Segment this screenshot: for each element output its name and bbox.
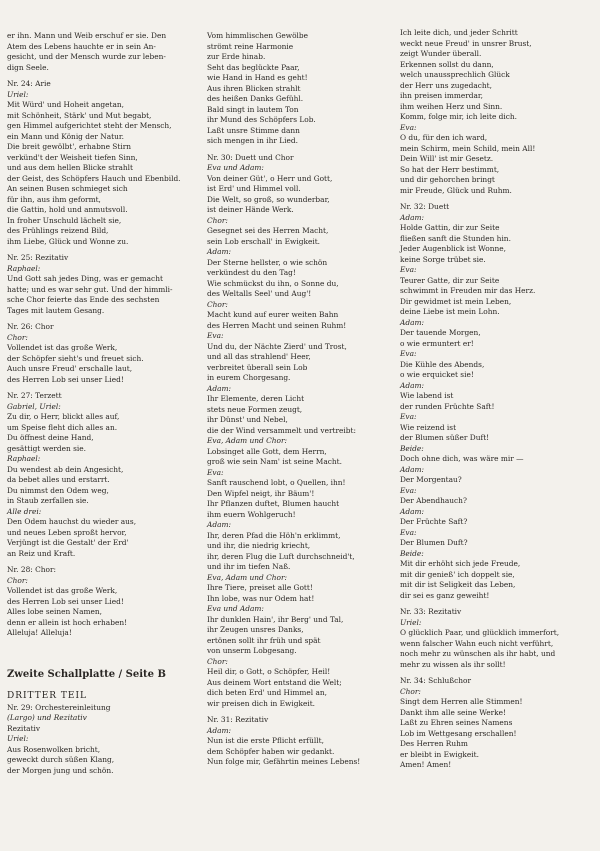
text-line: gesicht, und der Mensch wurde zur leben-	[7, 52, 166, 61]
speaker-label: Uriel:	[400, 617, 422, 627]
speaker-label: Adam:	[400, 380, 424, 390]
text-line: Alleluja! Alleluja!	[7, 628, 72, 637]
speaker-label: Uriel:	[7, 89, 29, 99]
text-line: Nun folge mir, Gefährtin meines Lebens!	[207, 757, 361, 766]
speaker-label: Eva:	[400, 349, 417, 358]
text-line: ihr, deren Flug die Luft durchschneid't,	[207, 551, 355, 561]
speaker-label: Chor:	[207, 215, 228, 225]
number-heading: Nr. 30: Duett und Chor	[207, 152, 294, 162]
speaker-label: Raphael:	[7, 454, 41, 463]
text-line: gesättigt werden sie.	[7, 443, 86, 453]
text-line: des Weltalls Seel' und Aug'!	[207, 289, 312, 298]
text-line: sein Lob erschall' in Ewigkeit.	[207, 236, 321, 246]
text-line: die Gattin, hold und anmutsvoll.	[7, 205, 128, 214]
text-line: Teurer Gatte, dir zur Seite	[400, 275, 500, 285]
text-line: Und Gott sah jedes Ding, was er gemacht	[7, 274, 163, 283]
text-line: die der Wind versammelt und vertreibt:	[207, 425, 356, 435]
text-line: Holde Gattin, dir zur Seite	[400, 223, 500, 232]
text-line: Die Kühle des Abends,	[400, 359, 485, 369]
speaker-label: Eva:	[400, 122, 417, 132]
text-line: Vollendet ist das große Werk,	[7, 343, 118, 352]
text-line: Laßt unsre Stimme dann	[207, 125, 300, 135]
speaker-label: Chor:	[207, 656, 228, 666]
text-line: Wie reizend ist	[400, 422, 457, 432]
speaker-label: Eva:	[400, 265, 417, 274]
text-line: ist Erd' und Himmel voll.	[207, 184, 301, 193]
speaker-label: Eva:	[400, 527, 417, 537]
text-line: Ihr Elemente, deren Licht	[207, 394, 305, 403]
speaker-label: Adam:	[400, 212, 424, 222]
text-line: verkünd't der Weisheit tiefen Sinn,	[7, 152, 138, 162]
text-line: Singt dem Herren alle Stimmen!	[400, 697, 523, 706]
text-line: Aus deinem Wort entstand die Welt;	[207, 677, 342, 687]
text-line: Aus Rosenwolken bricht,	[7, 744, 101, 754]
text-line: er bleibt in Ewigkeit.	[400, 749, 479, 759]
text-line: Gesegnet sei des Herren Macht,	[207, 226, 329, 235]
text-line: Amen! Amen!	[400, 760, 452, 769]
text-line: der Morgen jung und schön.	[7, 765, 114, 775]
text-line: mehr zu wissen als ihr sollt!	[400, 659, 506, 669]
text-line: wenn falscher Wahn euch nicht verführt,	[400, 638, 554, 648]
text-line: und all das strahlend' Heer,	[207, 352, 311, 361]
speaker-label: Adam:	[400, 317, 424, 327]
text-line: Du nimmst den Odem weg,	[7, 485, 109, 495]
text-line: Doch ohne dich, was wäre mir —	[400, 454, 524, 463]
text-line: noch mehr zu wünschen als ihr habt, und	[400, 649, 556, 658]
text-line: Ihr dunklen Hain', ihr Berg' und Tal,	[207, 614, 344, 624]
text-line: wir preisen dich in Ewigkeit.	[207, 698, 316, 708]
number-heading: Nr. 28: Chor:	[7, 565, 57, 574]
text-line: Wie labend ist	[400, 391, 454, 400]
text-line: wie Hand in Hand es geht!	[207, 73, 308, 82]
text-line: deine Liebe ist mein Lohn.	[400, 307, 500, 316]
text-line: und dir gehorchen bringt	[400, 175, 495, 184]
text-line: Wie schmückst du ihn, o Sonne du,	[207, 278, 339, 288]
text-line: strömt reine Harmonie	[207, 41, 294, 51]
text-line: Bald singt in lautem Ton	[207, 104, 299, 114]
text-line: Laßt zu Ehren seines Namens	[400, 718, 513, 727]
text-line: weckt neue Freud' in unsrer Brust,	[400, 38, 532, 48]
text-line: ist deiner Hände Werk.	[207, 205, 294, 214]
speaker-label: Eva und Adam:	[207, 604, 264, 613]
text-line: Verjüngt ist die Gestalt' der Erd'	[7, 538, 129, 547]
text-line: mit Schönheit, Stärk' und Mut begabt,	[7, 110, 152, 120]
text-line: Aus ihren Blicken strahlt	[207, 83, 301, 93]
text-line: Die breit gewölbt', erhabne Stirn	[7, 142, 131, 151]
text-line: ein Mann und König der Natur.	[7, 131, 124, 141]
text-line: Dir gewidmet ist mein Leben,	[400, 296, 512, 306]
text-line: Den Odem hauchst du wieder aus,	[7, 517, 137, 526]
text-line: und ihr, die niedrig kriecht,	[207, 541, 311, 550]
text-line: und neues Leben sproßt hervor,	[7, 527, 127, 537]
text-line: ihr Mund des Schöpfers Lob.	[207, 115, 316, 124]
text-line: an Reiz und Kraft.	[7, 548, 76, 558]
number-heading: Nr. 31: Rezitativ	[207, 715, 269, 724]
text-line: o wie erquicket sie!	[400, 370, 474, 379]
text-line: Zu dir, o Herr, blickt alles auf,	[7, 412, 120, 421]
text-line: der Geist, des Schöpfers Hauch und Ebenbild.	[7, 173, 181, 183]
text-line: Komm, folge mir, ich leite dich.	[400, 112, 518, 121]
text-line: Nun ist die erste Pflicht erfüllt,	[207, 736, 324, 745]
text-line: Der Abendhauch?	[400, 496, 467, 505]
text-line: In froher Unschuld lächelt sie,	[7, 215, 122, 225]
speaker-label: Adam:	[207, 383, 231, 393]
text-line: Sanft rauschend lobt, o Quellen, ihn!	[207, 478, 346, 487]
text-line: Lob im Wettgesang erschallen!	[400, 728, 517, 738]
text-line: des Herren Macht und seinen Ruhm!	[207, 320, 347, 330]
speaker-label: Chor:	[7, 575, 28, 585]
text-line: An seinen Busen schmieget sich	[7, 184, 128, 193]
text-line: der Herr uns zugedacht,	[400, 80, 492, 90]
section-heading: Zweite Schallplatte / Seite B	[7, 668, 166, 680]
text-line: Ich leite dich, und jeder Schritt	[400, 28, 518, 37]
text-line: sche Chor feierte das Ende des sechsten	[7, 295, 160, 304]
text-line: Dein Will' ist mir Gesetz.	[400, 154, 494, 163]
text-line: Auch unsre Freud' erschalle laut,	[7, 364, 133, 373]
text-line: zur Erde hinab.	[207, 52, 266, 61]
text-line: zeigt Wunder überall.	[400, 49, 482, 58]
speaker-label: Beide:	[400, 443, 424, 453]
speaker-label: Eva:	[207, 331, 224, 340]
text-line: ihm weihen Herz und Sinn.	[400, 101, 503, 111]
text-line: Vollendet ist das große Werk,	[7, 586, 118, 595]
text-line: Des Herren Ruhm	[400, 739, 468, 748]
text-line: er ihn. Mann und Weib erschuf er sie. Den	[7, 31, 167, 40]
number-heading: Nr. 26: Chor	[7, 322, 54, 331]
text-line: dich beten Erd' und Himmel an,	[207, 688, 327, 697]
text-line: Die Welt, so groß, so wunderbar,	[207, 194, 330, 204]
text-line: Ihn lobe, was nur Odem hat!	[207, 593, 315, 603]
text-line: Atem des Lebens hauchte er in sein An-	[7, 41, 156, 51]
text-line: des Frühlings reizend Bild,	[7, 226, 109, 235]
text-line: der runden Früchte Saft!	[400, 401, 495, 411]
speaker-label: Adam:	[400, 464, 424, 474]
text-line: des Herren Lob sei unser Lied!	[7, 596, 124, 606]
text-line: keine Sorge trübet sie.	[400, 254, 486, 264]
number-heading: Nr. 25: Rezitativ	[7, 253, 69, 262]
speaker-label: Eva:	[207, 467, 224, 477]
speaker-label: Adam:	[207, 247, 231, 256]
text-line: Macht kund auf eurer weiten Bahn	[207, 310, 339, 319]
text-line: von unserm Lobgesang.	[207, 646, 297, 655]
text-line: in eurem Chorgesang.	[207, 373, 291, 382]
text-line: Rezitativ	[7, 723, 41, 733]
text-line: Der Morgentau?	[400, 475, 462, 484]
text-line: Erkennen sollst du dann,	[400, 59, 494, 69]
text-line: ihm Liebe, Glück und Wonne zu.	[7, 236, 129, 246]
text-line: für ihn, aus ihm geformt,	[7, 194, 101, 204]
text-line: und aus dem hellen Blicke strahlt	[7, 163, 134, 172]
text-line: Von deiner Güt', o Herr und Gott,	[207, 173, 333, 183]
text-line: Den Wipfel neigt, ihr Bäum'!	[207, 488, 315, 498]
text-line: geweckt durch süßen Klang,	[7, 755, 115, 764]
text-line: ertönen sollt ihr früh und spät	[207, 635, 321, 645]
text-line: Du wendest ab dein Angesicht,	[7, 464, 124, 474]
number-heading: Nr. 34: Schlußchor	[400, 676, 472, 685]
text-line: Dankt ihm alle seine Werke!	[400, 707, 506, 717]
number-heading: Nr. 24: Arie	[7, 79, 51, 88]
text-line: Jeder Augenblick ist Wonne,	[400, 244, 506, 253]
text-line: verbreitet überall sein Lob	[207, 362, 308, 372]
text-line: Der Sterne hellster, o wie schön	[207, 257, 328, 267]
speaker-label: Eva:	[400, 412, 417, 421]
number-heading: Nr. 27: Terzett	[7, 391, 62, 400]
text-line: Heil dir, o Gott, o Schöpfer, Heil!	[207, 667, 331, 676]
text-line: Der Früchte Saft?	[400, 517, 468, 526]
text-line: dign Seele.	[7, 62, 49, 72]
part-heading: DRITTER TEIL	[7, 690, 88, 701]
speaker-label: Adam:	[207, 520, 231, 529]
speaker-label: Beide:	[400, 548, 424, 558]
text-line: Ihr, deren Pfad die Höh'n erklimmt,	[207, 530, 341, 540]
text-column-3	[400, 28, 598, 771]
text-line: der Schöpfer sieht's und freuet sich.	[7, 353, 144, 363]
text-line: schwimmt in Freuden mir das Herz.	[400, 286, 536, 295]
text-line: ihr Zeugen unsres Danks,	[207, 625, 304, 634]
text-line: Du öffnest deine Hand,	[7, 433, 94, 442]
speaker-label: Gabriel, Uriel:	[7, 401, 61, 411]
speaker-label: Eva:	[400, 485, 417, 495]
text-line: da bebet alles und erstarrt.	[7, 475, 110, 484]
text-line: in Staub zerfallen sie.	[7, 496, 89, 505]
text-line: dir sei es ganz geweiht!	[400, 590, 490, 600]
text-line: mit dir genieß' ich doppelt sie,	[400, 569, 515, 579]
text-line: und ihr im tiefen Naß.	[207, 562, 291, 571]
speaker-label: Chor:	[400, 686, 421, 696]
text-line: ihn preisen immerdar,	[400, 91, 484, 100]
text-line: verkündest du den Tag!	[207, 268, 296, 277]
text-line: Mit Würd' und Hoheit angetan,	[7, 100, 125, 109]
text-line: Vom himmlischen Gewölbe	[207, 31, 309, 40]
text-line: Mit dir erhöht sich jede Freude,	[400, 559, 521, 568]
text-line: des Herren Lob sei unser Lied!	[7, 374, 124, 384]
text-line: Der tauende Morgen,	[400, 328, 481, 337]
text-line: der Blumen süßer Duft!	[400, 433, 490, 442]
speaker-label: Eva, Adam und Chor:	[207, 572, 287, 582]
text-line: ihm euern Wohlgeruch!	[207, 509, 296, 519]
speaker-label: Alle drei:	[7, 506, 42, 516]
text-line: Alles lobe seinen Namen,	[7, 607, 102, 616]
text-line: des heißen Danks Gefühl.	[207, 94, 304, 103]
speaker-label: Chor:	[207, 299, 228, 309]
text-line: dem Schöpfer haben wir gedankt.	[207, 746, 335, 756]
speaker-label: Chor:	[7, 332, 28, 342]
text-line: denn er allein ist hoch erhaben!	[7, 617, 128, 627]
text-line: mit dir ist Seligkeit das Leben,	[400, 580, 516, 589]
text-line: um Speise fleht dich alles an.	[7, 422, 118, 432]
text-column-1	[7, 31, 197, 776]
text-line: So hat der Herr bestimmt,	[400, 164, 500, 174]
text-line: fließen sanft die Stunden hin.	[400, 233, 511, 243]
text-column-2	[207, 31, 397, 768]
speaker-label: Eva, Adam und Chor:	[207, 436, 287, 445]
text-line: groß wie sein Nam' ist seine Macht.	[207, 457, 342, 466]
text-line: mein Schirm, mein Schild, mein All!	[400, 143, 536, 153]
text-line: Ihr Pflanzen duftet, Blumen haucht	[207, 499, 340, 508]
text-line: hatte; und es war sehr gut. Und der himmli-	[7, 284, 173, 294]
text-line: Ihre Tiere, preiset alle Gott!	[207, 583, 313, 592]
number-heading: Nr. 33: Rezitativ	[400, 607, 462, 616]
text-line: Und du, der Nächte Zierd' und Trost,	[207, 341, 347, 351]
text-line: welch unaussprechlich Glück	[400, 70, 510, 79]
text-line: sich mengen in ihr Lied.	[207, 136, 298, 145]
speaker-label: (Largo) und Rezitativ	[7, 713, 87, 722]
text-line: o wie ermuntert er!	[400, 338, 474, 348]
number-heading: Nr. 32: Duett	[400, 202, 450, 211]
speaker-label: Raphael:	[7, 263, 41, 273]
text-line: Seht das beglückte Paar,	[207, 62, 300, 72]
text-line: O glücklich Paar, und glücklich immerfort,	[400, 628, 560, 637]
text-line: Tages mit lautem Gesang.	[7, 305, 105, 315]
speaker-label: Adam:	[400, 506, 424, 516]
text-line: mir Freude, Glück und Ruhm.	[400, 185, 512, 195]
text-line: gen Himmel aufgerichtet steht der Mensch,	[7, 121, 172, 130]
text-line: O du, für den ich ward,	[400, 133, 488, 142]
text-line: Der Blumen Duft?	[400, 538, 468, 547]
speaker-label: Uriel:	[7, 734, 29, 743]
text-line: stets neue Formen zeugt,	[207, 404, 303, 414]
number-heading: Nr. 29: Orchestereinleitung	[7, 702, 111, 712]
text-line: Lobsinget alle Gott, dem Herrn,	[207, 446, 327, 456]
speaker-label: Adam:	[207, 725, 231, 735]
text-line: ihr Dünst' und Nebel,	[207, 415, 288, 424]
speaker-label: Eva und Adam:	[207, 163, 264, 172]
